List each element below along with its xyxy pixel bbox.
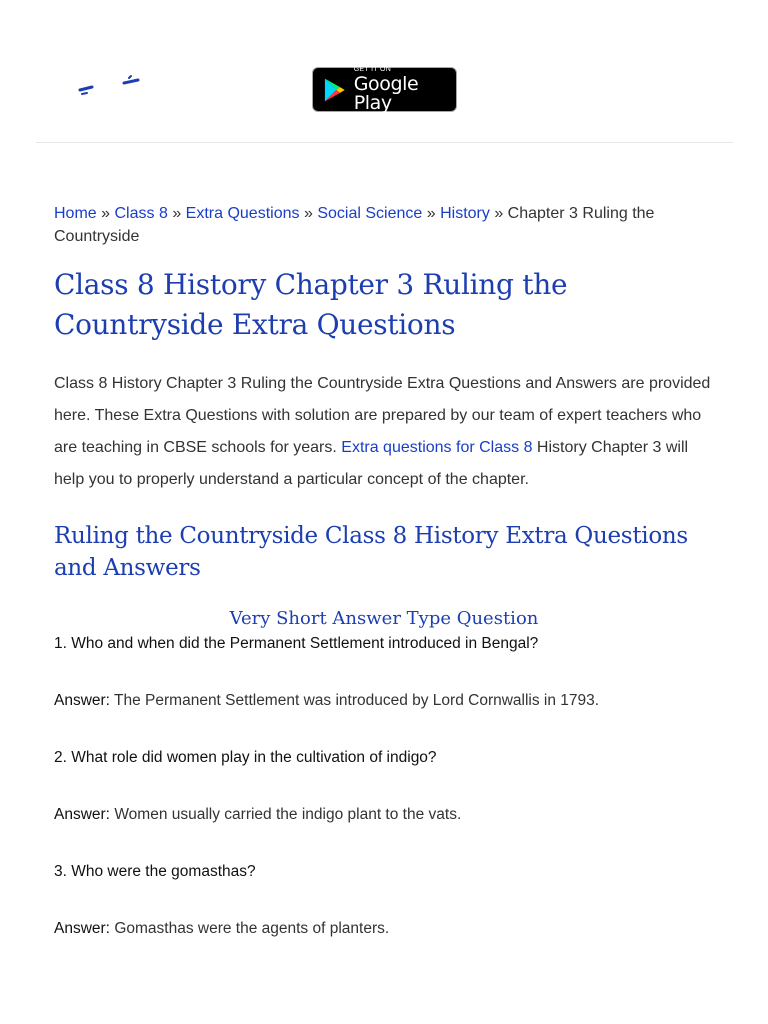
breadcrumb-home[interactable]: Home [54,205,97,222]
question: 3. Who were the gomasthas? [54,863,256,880]
answer-label: Answer: [54,806,110,823]
breadcrumb [54,202,714,248]
google-play-icon [323,77,346,103]
qa-list [54,633,714,940]
breadcrumb-social-science[interactable]: Social Science [317,205,423,222]
breadcrumb-separator: » [494,205,504,222]
breadcrumb-separator: » [101,205,111,222]
intro-text: Class 8 History Chapter 3 Ruling the Countryside Extra Questions and Answers are provided here. These Extra Questions with solution are prepared by our team of expert teachers who are teaching in CBSE schools for years. [54,375,711,456]
subheading: Very Short Answer Type Question [229,608,539,629]
question: 1. Who and when did the Permanent Settlement introduced in Bengal? [54,635,539,652]
breadcrumb-class-8[interactable]: Class 8 [114,205,168,222]
site-header [0,0,768,143]
section-heading: Ruling the Countryside Class 8 History Extra Questions and Answers [54,523,688,581]
breadcrumb-current: Chapter 3 Ruling the Countryside [54,205,655,245]
play-badge-big-text: Google Play [353,73,419,114]
answer [54,918,714,940]
answer-text: Gomasthas were the agents of planters. [114,920,390,937]
answer [54,804,714,826]
breadcrumb-separator: » [303,205,313,222]
breadcrumb-separator: » [172,205,182,222]
question: 2. What role did women play in the cultivation of indigo? [54,749,437,766]
header-divider [36,142,733,143]
breadcrumb-history[interactable]: History [440,205,490,222]
google-play-button[interactable] [312,67,457,112]
answer-label: Answer: [54,920,110,937]
answer [54,690,714,712]
page-title: Class 8 History Chapter 3 Ruling the Countryside Extra Questions [54,268,568,341]
article [54,202,714,940]
intro-paragraph [54,368,714,496]
answer-text: Women usually carried the indigo plant to the vats. [114,806,462,823]
intro-text-continued: History Chapter 3 will help you to properly understand a particular concept of the chapter. [54,439,689,488]
breadcrumb-separator: » [426,205,436,222]
extra-questions-link[interactable]: Extra questions for Class 8 [341,439,533,456]
play-badge-small-text: GET IT ON [353,66,392,73]
answer-label: Answer: [54,692,110,709]
answer-text: The Permanent Settlement was introduced by Lord Cornwallis in 1793. [114,692,600,709]
breadcrumb-extra-questions[interactable]: Extra Questions [185,205,300,222]
site-logo[interactable] [74,70,154,100]
